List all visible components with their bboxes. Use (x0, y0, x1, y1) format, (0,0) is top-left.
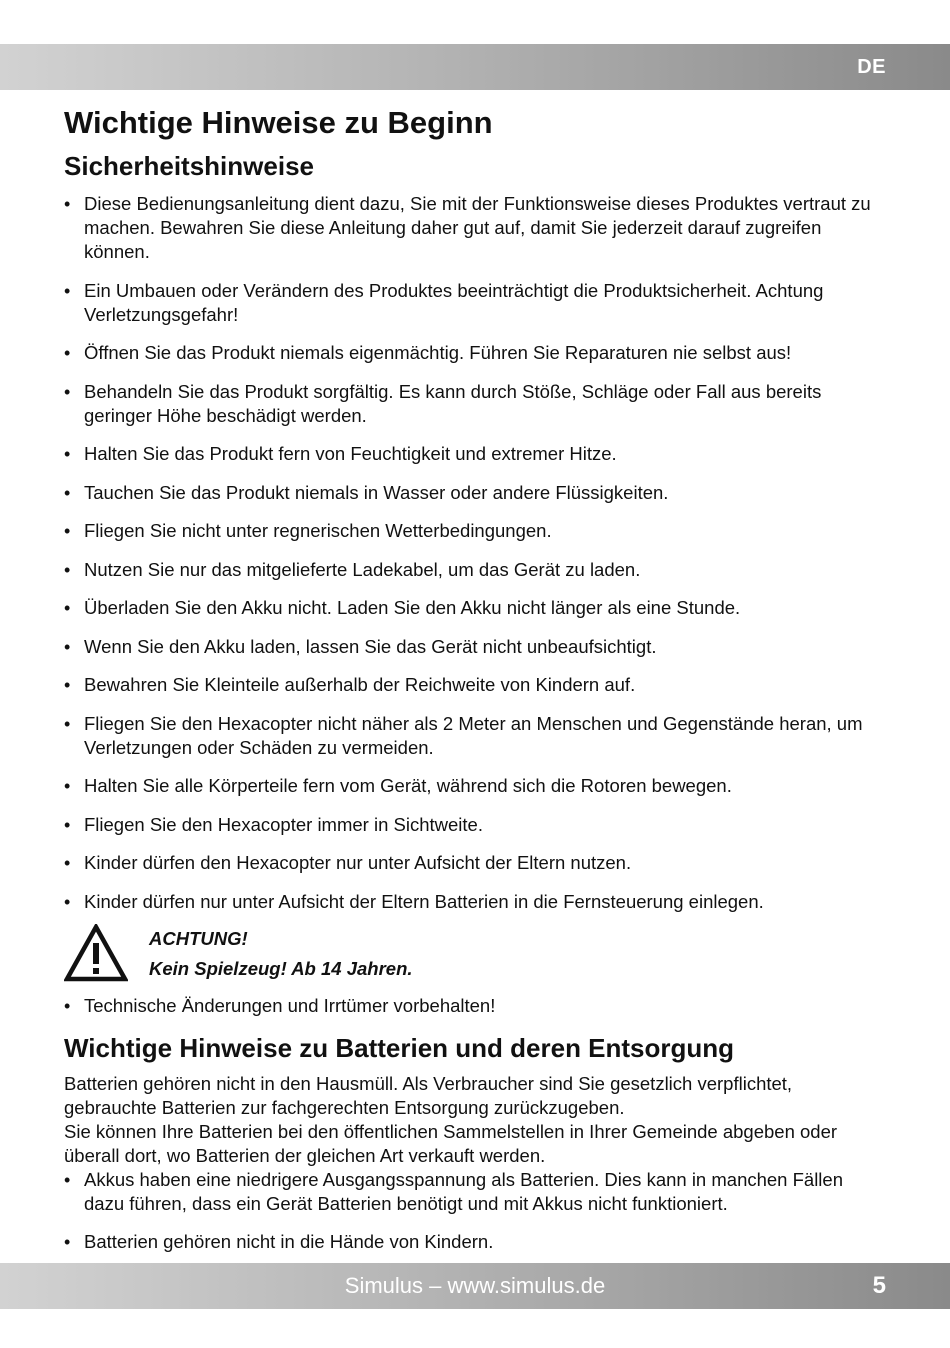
list-item: • Kinder dürfen nur unter Aufsicht der Eltern Batterien in die Fernsteuerung einlegen. (64, 890, 884, 914)
batteries-paragraph-2: Sie können Ihre Batterien bei den öffentlichen Sammelstellen in Ihrer Gemeinde abgeben oder überall dort, wo Batterien der gleichen Art verkauft werden. (64, 1121, 838, 1167)
list-item: • Ein Umbauen oder Verändern des Produktes beeinträchtigt die Produktsicherheit. Achtung Verletzungsgefahr! (64, 279, 884, 327)
batteries-paragraph-1: Batterien gehören nicht in den Hausmüll. Als Verbraucher sind Sie gesetzlich verpflichtet, gebrauchte Batterien zur fachgerechten Entsorgung zurückzugeben. (64, 1073, 793, 1119)
batteries-heading: Wichtige Hinweise zu Batterien und deren Entsorgung (64, 1032, 735, 1063)
list-item: • Fliegen Sie den Hexacopter immer in Sichtweite. (64, 813, 884, 837)
list-item: • Tauchen Sie das Produkt niemals in Wasser oder andere Flüssigkeiten. (64, 481, 884, 505)
list-item: • Bewahren Sie Kleinteile außerhalb der Reichweite von Kindern auf. (64, 673, 884, 697)
list-item: • Technische Änderungen und Irrtümer vorbehalten! (64, 994, 884, 1018)
footer-website: Simulus – www.simulus.de (344, 1273, 606, 1298)
list-item: • Wenn Sie den Akku laden, lassen Sie das Gerät nicht unbeaufsichtigt. (64, 635, 884, 659)
warning-notice (64, 924, 884, 984)
list-item: • Batterien gehören nicht in die Hände von Kindern. (64, 1230, 884, 1254)
list-item: • Nutzen Sie nur das mitgelieferte Ladekabel, um das Gerät zu laden. (64, 558, 884, 582)
warning-triangle-icon (64, 924, 128, 982)
list-item: • Halten Sie alle Körperteile fern vom Gerät, während sich die Rotoren bewegen. (64, 774, 884, 798)
list-item: • Fliegen Sie den Hexacopter nicht näher als 2 Meter an Menschen und Gegenstände heran, um Verletzungen oder Schäden zu vermeiden. (64, 712, 884, 760)
safety-heading: Sicherheitshinweise (64, 151, 314, 182)
list-item: • Öffnen Sie das Produkt niemals eigenmächtig. Führen Sie Reparaturen nie selbst aus! (64, 341, 884, 365)
warning-text (149, 924, 413, 984)
safety-list (64, 192, 884, 914)
page-title: Wichtige Hinweise zu Beginn (64, 105, 493, 140)
language-code: DE (857, 56, 886, 78)
header-bar (0, 44, 950, 90)
list-item: • Kinder dürfen den Hexacopter nur unter Aufsicht der Eltern nutzen. (64, 851, 884, 875)
page-number: 5 (872, 1272, 886, 1299)
footer-bar (0, 1263, 950, 1309)
list-item: • Fliegen Sie nicht unter regnerischen Wetterbedingungen. (64, 519, 884, 543)
warning-title: ACHTUNG! (149, 928, 248, 950)
list-item: • Überladen Sie den Akku nicht. Laden Sie den Akku nicht länger als eine Stunde. (64, 596, 884, 620)
batteries-list (64, 1168, 884, 1254)
list-item: • Diese Bedienungsanleitung dient dazu, Sie mit der Funktionsweise dieses Produktes vertraut zu machen. Bewahren Sie diese Anleitung daher gut auf, damit Sie jederzeit darauf zugreifen können. (64, 192, 884, 264)
disclaimer-list (64, 994, 884, 1018)
list-item: • Akkus haben eine niedrigere Ausgangsspannung als Batterien. Dies kann in manchen Fällen dazu führen, dass ein Gerät Batterien benötigt und mit Akkus nicht funktioniert. (64, 1168, 884, 1216)
page-content (64, 104, 884, 1268)
list-item: • Halten Sie das Produkt fern von Feuchtigkeit und extremer Hitze. (64, 442, 884, 466)
warning-age-notice: Kein Spielzeug! Ab 14 Jahren. (149, 958, 413, 980)
list-item: • Behandeln Sie das Produkt sorgfältig. Es kann durch Stöße, Schläge oder Fall aus bereits geringer Höhe beschädigt werden. (64, 380, 884, 428)
